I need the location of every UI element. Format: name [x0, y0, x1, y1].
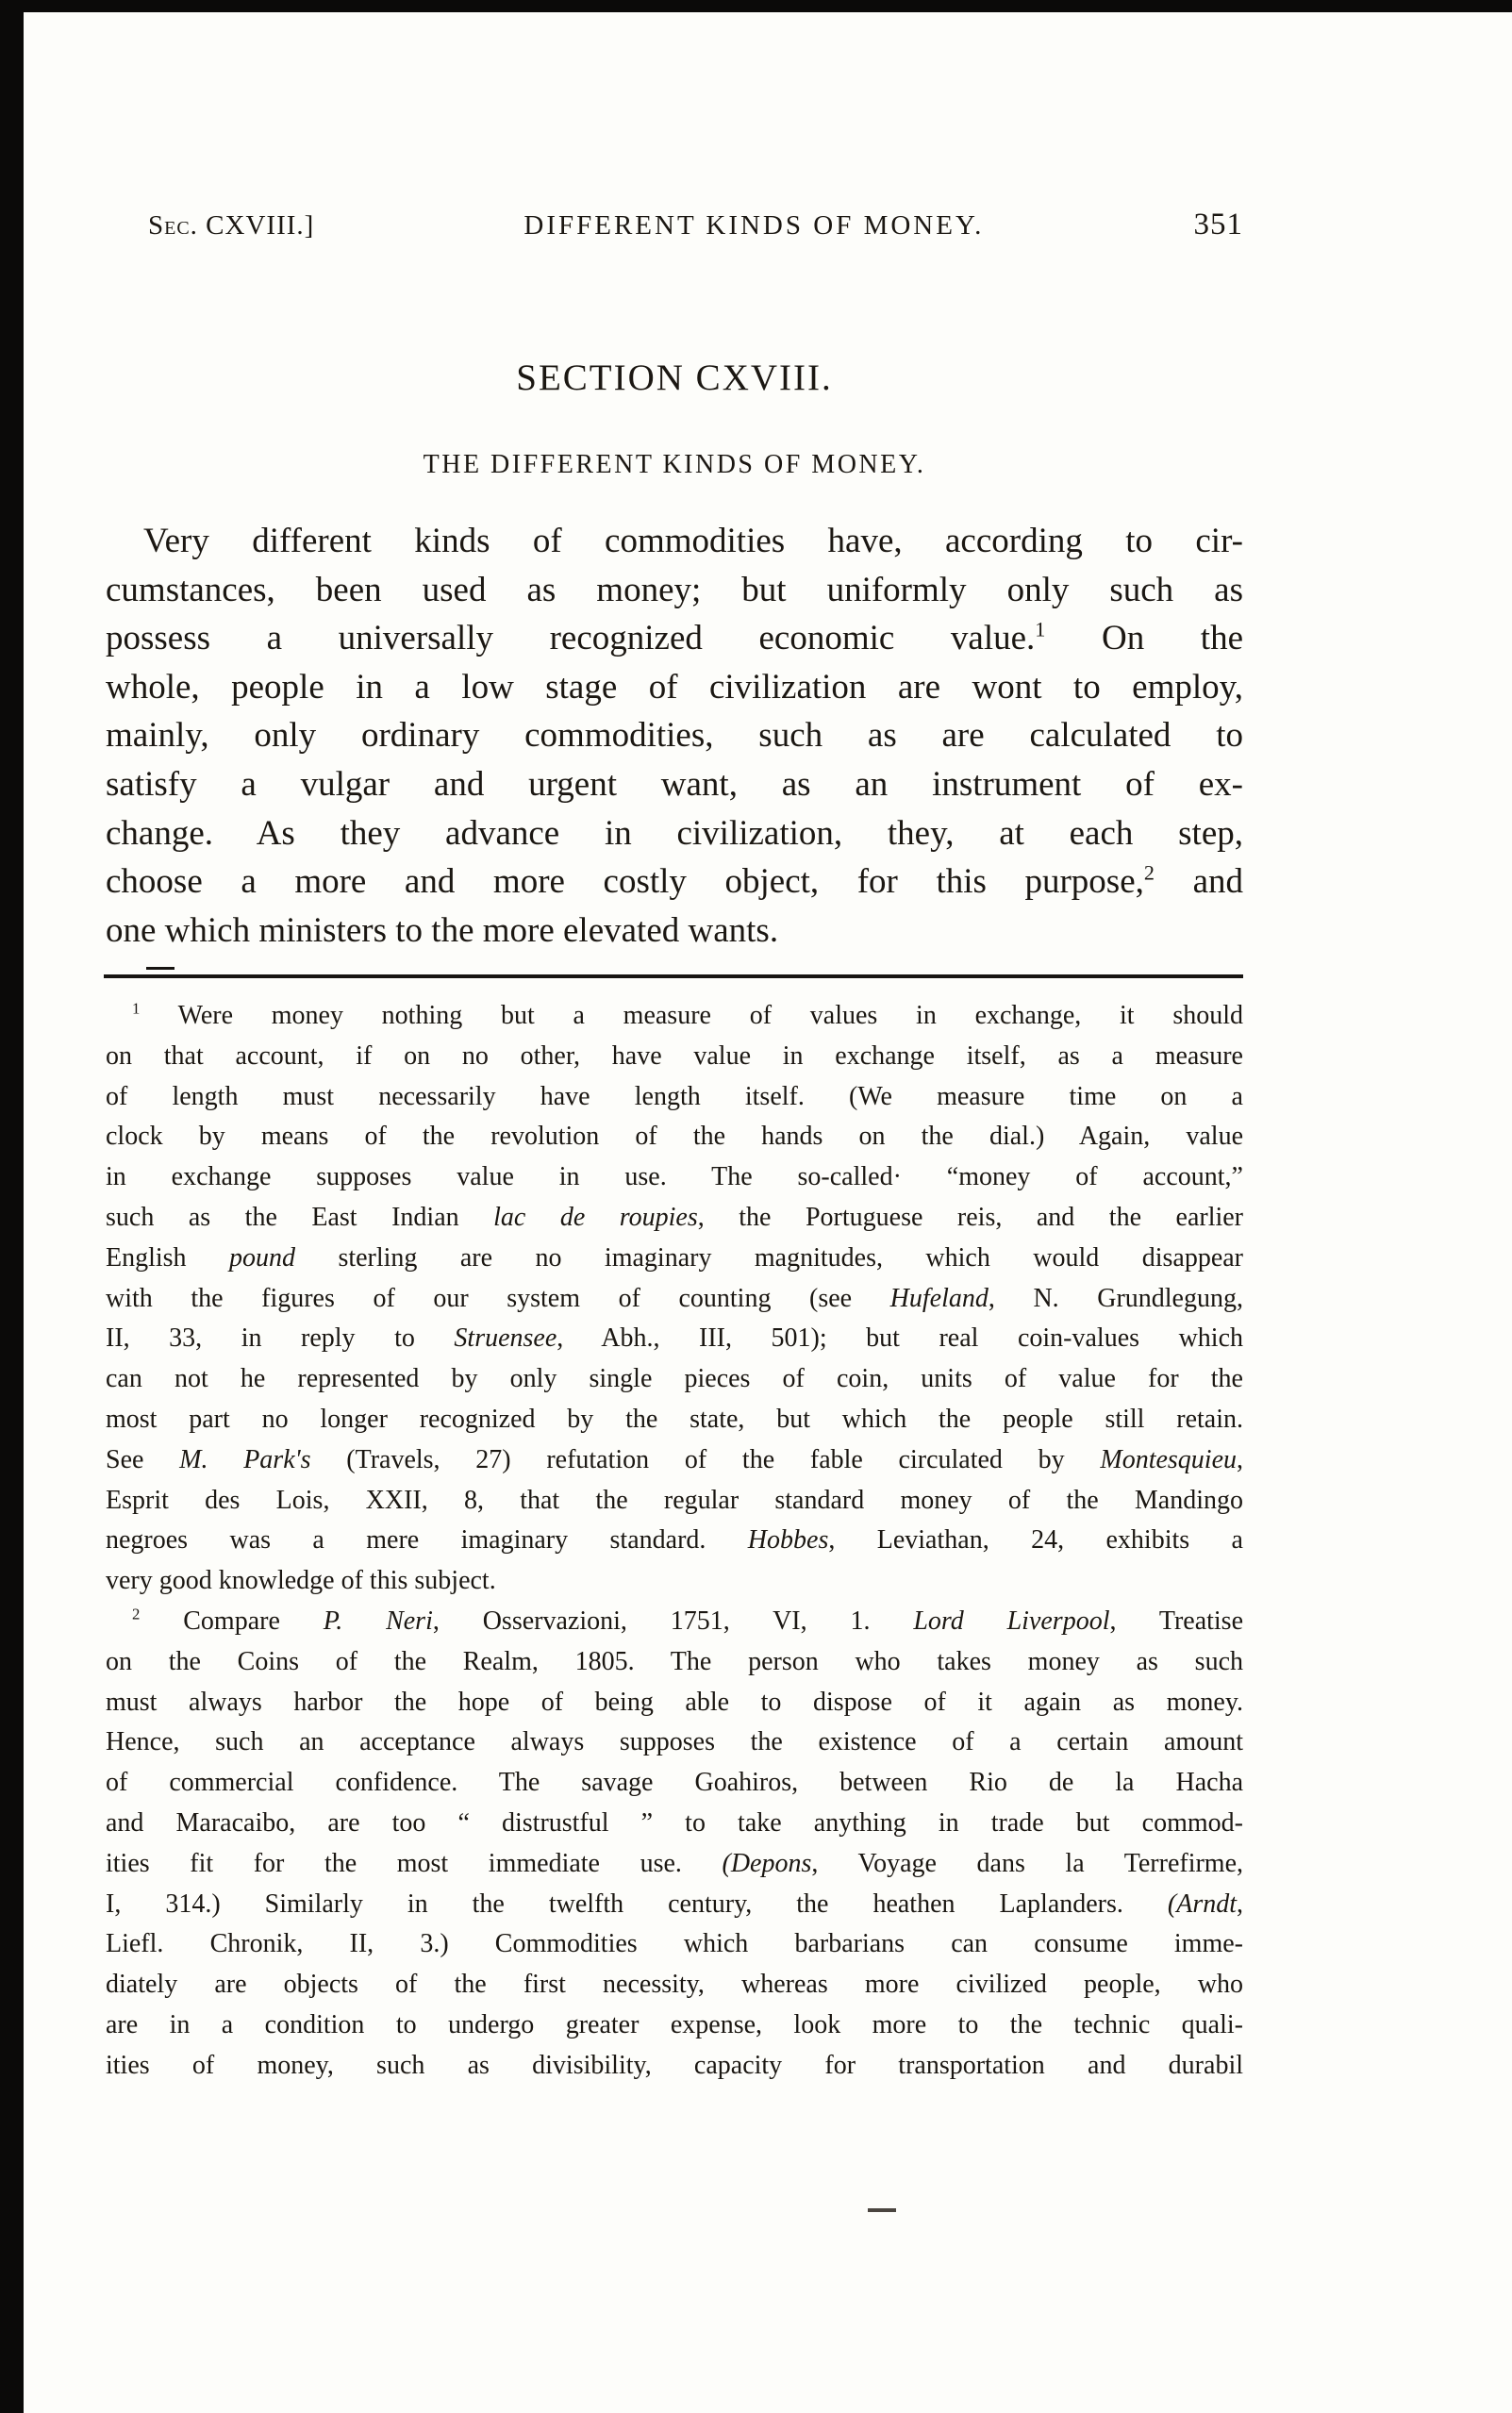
scan-edge-top — [0, 0, 1512, 12]
text-line: $^1$ Were money nothing but a measure of values in exchange, it should — [132, 999, 1243, 1030]
text-line: Hence, such an acceptance always supposes the existence of a certain amount — [106, 1727, 1243, 1757]
text-line: negroes was a mere imaginary standard. Hobbes, Leviathan, 24, exhibits a — [106, 1525, 1243, 1556]
text-line: choose a more and more costly object, for this purpose,$^2$ and — [106, 860, 1243, 902]
text-line: II, 33, in reply to Struensee, Abh., III, 501); but real coin-values which — [106, 1323, 1243, 1354]
text-line: $^2$ Compare P. Neri, Osservazioni, 1751, VI, 1. Lord Liverpool, Treatise — [132, 1605, 1244, 1636]
footnotes — [106, 996, 1243, 2087]
text-line: of length must necessarily have length itself. (We measure time on a — [106, 1081, 1243, 1111]
text-line: change. As they advance in civilization, they, at each step, — [106, 813, 1243, 853]
text-line: cumstances, been used as money; but uniformly only such as — [106, 570, 1243, 609]
scan-artifact-dash — [868, 2208, 896, 2212]
scan-edge-left — [0, 0, 24, 2413]
text-line: such as the East Indian lac de roupies, the Portuguese reis, and the earlier — [106, 1202, 1244, 1232]
header-section-label: Sec. CXVIII.] — [148, 210, 315, 241]
text-line: diately are objects of the first necessity, whereas more civilized people, who — [106, 1970, 1243, 2000]
header-running-title: DIFFERENT KINDS OF MONEY. — [523, 210, 985, 241]
text-line: mainly, only ordinary commodities, such as are calculated to — [106, 716, 1243, 756]
text-line: whole, people in a low stage of civilization are wont to employ, — [106, 667, 1243, 707]
text-line: Very different kinds of commodities have, according to cir- — [143, 522, 1243, 560]
text-line: English pound sterling are no imaginary magnitudes, which would disappear — [106, 1242, 1243, 1273]
section-title: SECTION CXVIII. — [516, 358, 833, 398]
text-line: ities fit for the most immediate use. (Depons, Voyage dans la Terrefirme, — [106, 1848, 1244, 1878]
text-line: of commercial confidence. The savage Goahiros, between Rio de la Hacha — [106, 1768, 1243, 1798]
text-line: must always harbor the hope of being able to dispose of it again as money. — [106, 1687, 1243, 1717]
text-line: on that account, if on no other, have value in exchange itself, as a measure — [106, 1040, 1243, 1071]
text-line: and Maracaibo, are too “ distrustful ” to take anything in trade but commod- — [106, 1807, 1243, 1838]
section-subtitle: THE DIFFERENT KINDS OF MONEY. — [423, 450, 926, 479]
text-line: satisfy a vulgar and urgent want, as an instrument of ex- — [106, 764, 1243, 804]
text-line: ities of money, such as divisibility, capacity for transportation and durabil — [106, 2050, 1243, 2080]
footnote-1 — [106, 996, 1243, 1602]
body-paragraph — [106, 517, 1243, 955]
text-line: See M. Park's (Travels, 27) refutation of the fable circulated by Montesquieu, — [106, 1444, 1244, 1474]
page-header — [106, 208, 1243, 242]
header-page-number: 351 — [1193, 208, 1243, 241]
text-line: clock by means of the revolution of the hands on the dial.) Again, value — [106, 1122, 1243, 1152]
text-line: on the Coins of the Realm, 1805. The person who takes money as such — [106, 1646, 1243, 1676]
text-line: very good knowledge of this subject. — [106, 1566, 496, 1596]
text-line: Esprit des Lois, XXII, 8, that the regular standard money of the Mandingo — [106, 1485, 1243, 1515]
footnote-separator-rule — [104, 974, 1243, 978]
text-line: possess a universally recognized economic value.$^1$ On the — [106, 617, 1243, 658]
text-line: Liefl. Chronik, II, 3.) Commodities which barbarians can consume imme- — [106, 1929, 1243, 1959]
text-line: can not he represented by only single pieces of coin, units of value for the — [106, 1364, 1243, 1394]
footnote-2 — [106, 1602, 1243, 2087]
text-line: I, 314.) Similarly in the twelfth century, the heathen Laplanders. (Arndt, — [106, 1889, 1243, 1919]
text-line: in exchange supposes value in use. The so-called· “money of account,” — [106, 1162, 1243, 1192]
text-line: are in a condition to undergo greater expense, look more to the technic quali- — [106, 2009, 1243, 2039]
text-line: most part no longer recognized by the state, but which the people still retain. — [106, 1404, 1243, 1434]
text-line: with the figures of our system of counting (see Hufeland, N. Grundlegung, — [106, 1283, 1243, 1313]
text-line: one which ministers to the more elevated wants. — [106, 910, 779, 950]
